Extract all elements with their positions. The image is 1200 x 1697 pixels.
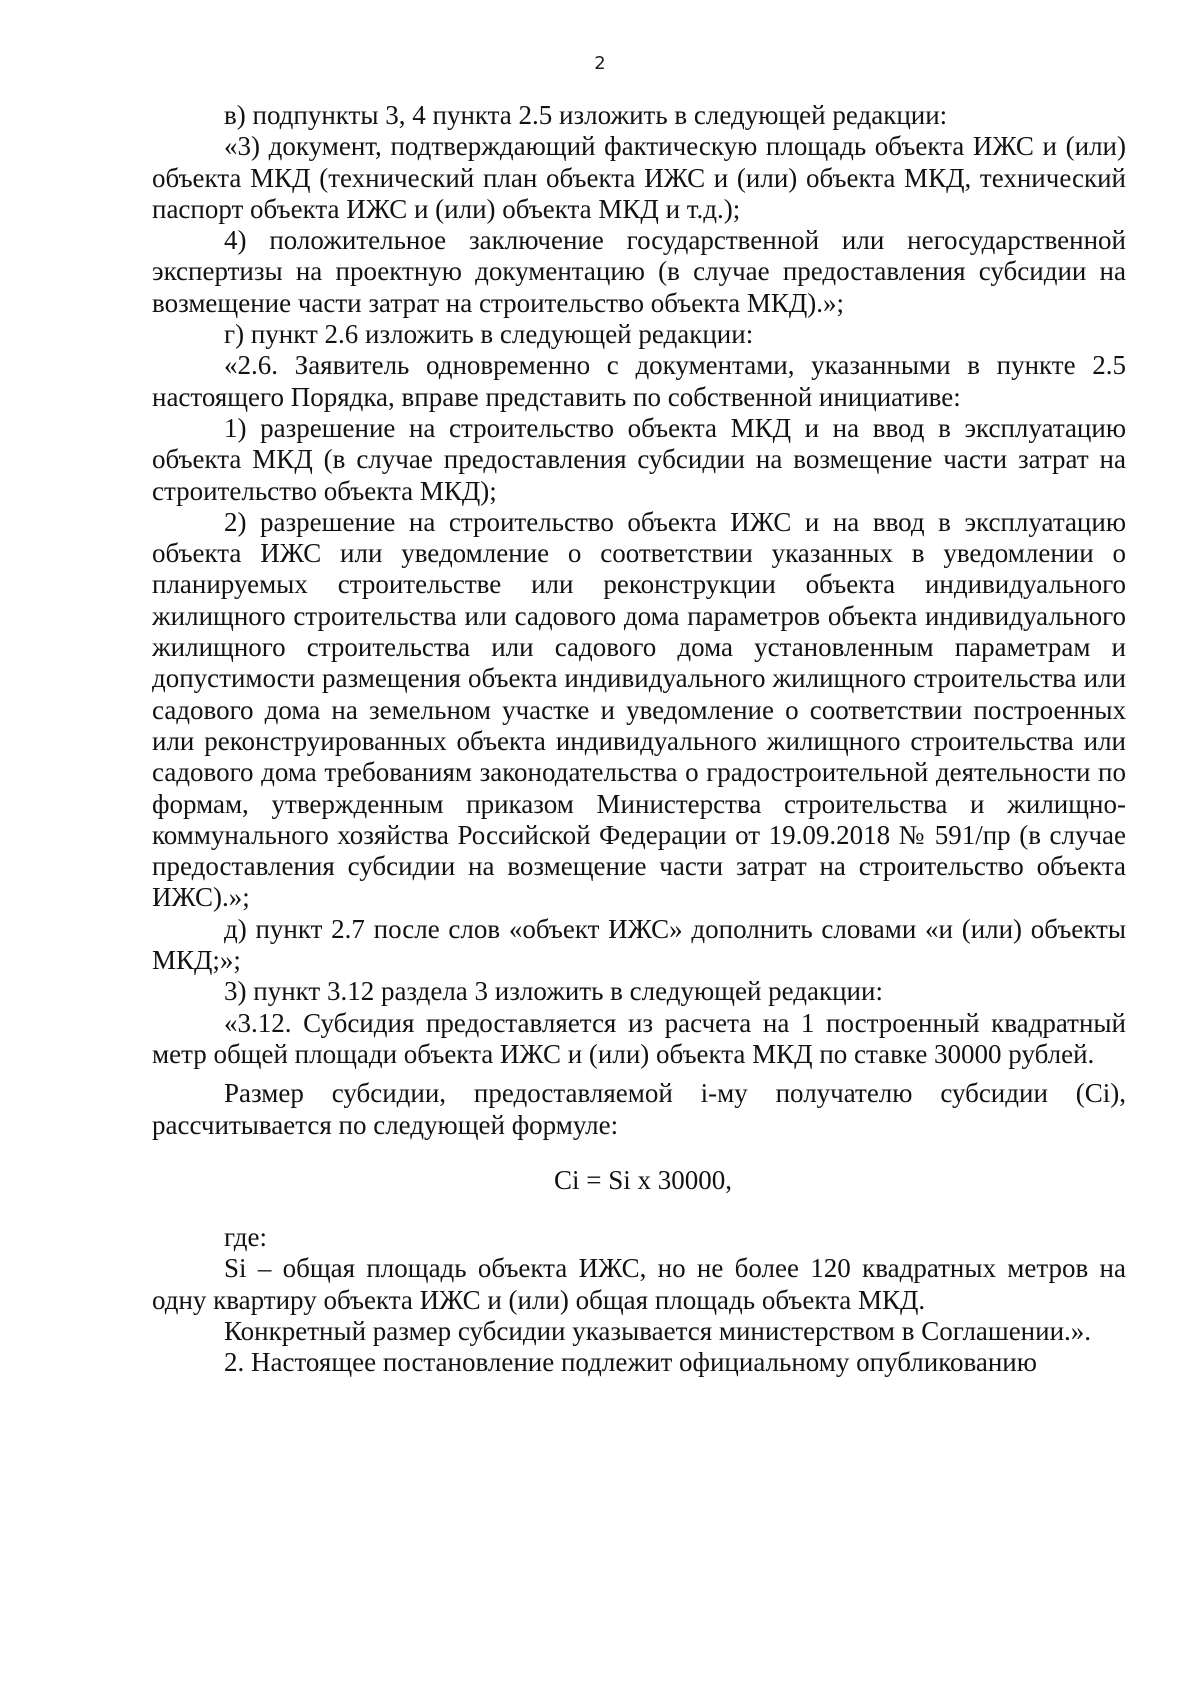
subitem-3-document-paragraph: «3) документ, подтверждающий фактическую площадь объекта ИЖС и (или) объекта МКД (технический план объекта ИЖС и (или) объекта МКД, технический паспорт объекта ИЖС и (или) объекта МКД и т.д.);	[152, 131, 1126, 224]
subitem-v-paragraph: в) подпункты 3, 4 пункта 2.5 изложить в следующей редакции:	[224, 100, 948, 130]
subsidy-size-paragraph: Размер субсидии, предоставляемой i-му получателю субсидии (Ci), рассчитывается по следующей формуле:	[152, 1078, 1126, 1140]
clause-2-6-paragraph: «2.6. Заявитель одновременно с документами, указанными в пункте 2.5 настоящего Порядка, вправе представить по собственной инициативе:	[152, 350, 1126, 412]
item-3-paragraph: 3) пункт 3.12 раздела 3 изложить в следующей редакции:	[224, 976, 883, 1007]
clause-2-6-item-1-paragraph: 1) разрешение на строительство объекта МКД и на ввод в эксплуатацию объекта МКД (в случае предоставления субсидии на возмещение части затрат на строительство объекта МКД);	[152, 412, 1126, 506]
paragraph-gap	[152, 1070, 1126, 1078]
document-body	[152, 100, 1126, 1379]
subsidy-formula: Ci = Si x 30000,	[553, 1164, 732, 1195]
page-number: 2	[594, 53, 606, 74]
final-clause-paragraph: 2. Настоящее постановление подлежит официальному опубликованию	[224, 1347, 1037, 1378]
clause-2-6-item-2-paragraph: 2) разрешение на строительство объекта ИЖС и на ввод в эксплуатацию объекта ИЖС или уведомление о соответствии указанных в уведомлении о планируемых строительстве или реконструкции объекта индивидуального жилищного строительства или садового дома параметров объекта индивидуального жилищного строительства или садового дома установленным параметрам и допустимости размещения объекта индивидуального жилищного строительства или садового дома на земельном участке и уведомление о соответствии построенных или реконструированных объекта индивидуального жилищного строительства или садового дома требованиям законодательства о градостроительной деятельности по формам, утвержденным приказом Министерства строительства и жилищно-коммунального хозяйства Российской Федерации от 19.09.2018 № 591/пр (в случае предоставления субсидии на возмещение части затрат на строительство объекта ИЖС).»;	[152, 506, 1126, 913]
subitem-4-expertise-paragraph: 4) положительное заключение государственной или негосударственной экспертизы на проектную документацию (в случае предоставления субсидии на возмещение части затрат на строительство объекта МКД).»;	[152, 225, 1126, 318]
clause-3-12-paragraph: «3.12. Субсидия предоставляется из расчета на 1 построенный квадратный метр общей площади объекта ИЖС и (или) объекта МКД по ставке 30000 рублей.	[152, 1007, 1126, 1069]
specific-size-paragraph: Конкретный размер субсидии указывается министерством в Соглашении.».	[224, 1315, 1092, 1346]
subitem-g-paragraph: г) пункт 2.6 изложить в следующей редакции:	[224, 319, 754, 350]
where-label: где:	[224, 1222, 267, 1253]
subitem-d-paragraph: д) пункт 2.7 после слов «объект ИЖС» дополнить словами «и (или) объекты МКД;»;	[152, 913, 1126, 976]
si-definition-paragraph: Si – общая площадь объекта ИЖС, но не более 120 квадратных метров на одну квартиру объекта ИЖС и (или) общая площадь объекта МКД.	[152, 1253, 1126, 1315]
